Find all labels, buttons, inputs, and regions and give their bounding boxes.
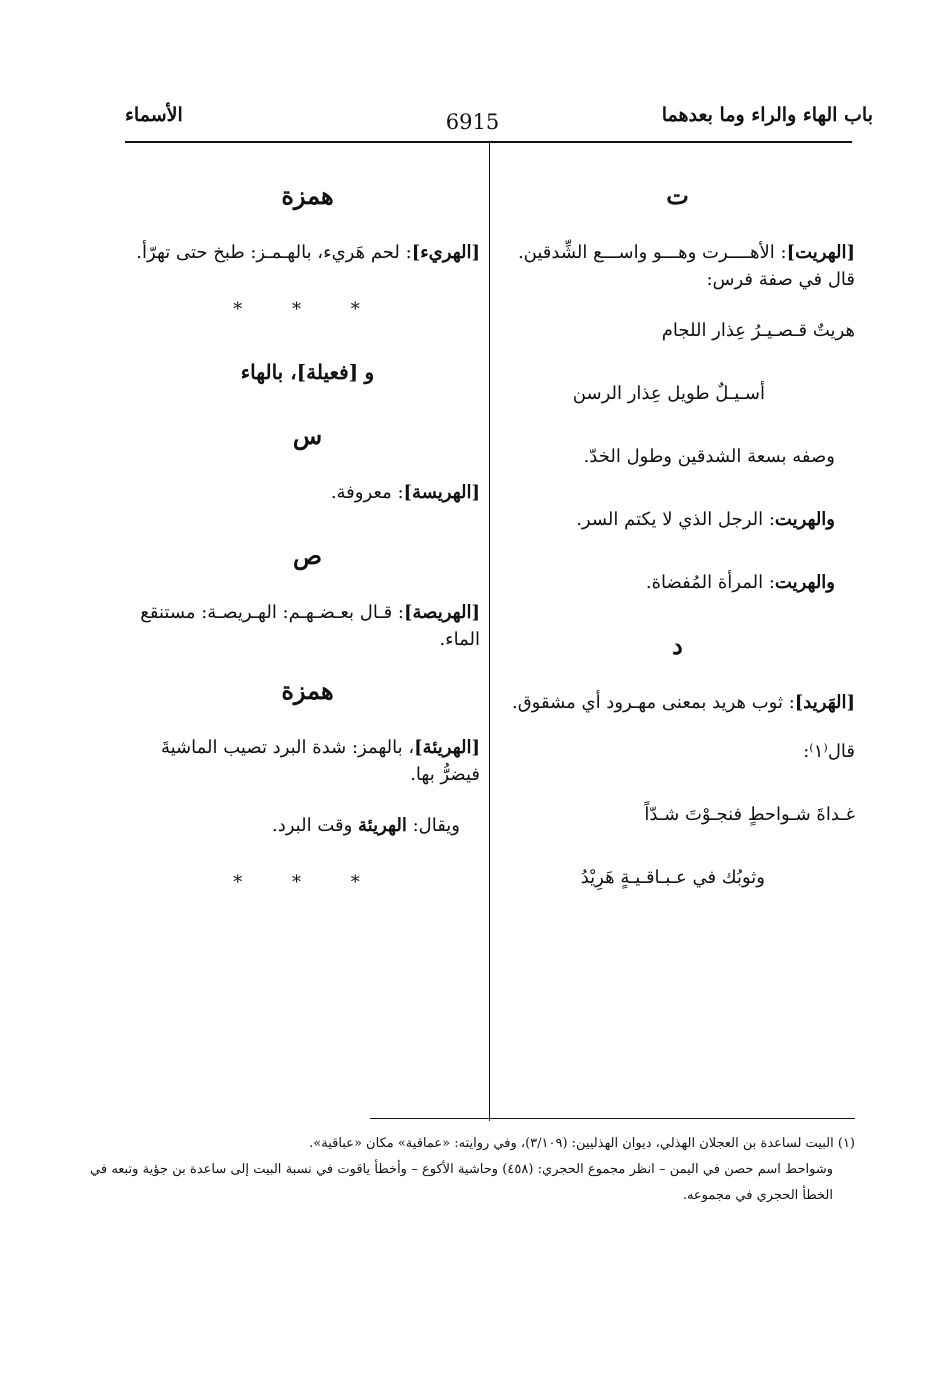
entry-harisa-2 [135, 599, 480, 653]
separator-stars: * * * [233, 872, 382, 893]
entry-term: الهريئة [358, 815, 407, 836]
section-heading-hamza-2: همزة [281, 676, 334, 705]
entry-text: وقت البرد. [272, 815, 359, 836]
pattern-prefix: و [364, 360, 375, 384]
entry-hariah [135, 734, 480, 788]
left-column [135, 180, 480, 896]
running-header-right: باب الهاء والراء وما بعدهما [661, 104, 873, 126]
verse-line: هريتٌ قـصـيـرُ عِذار اللجام [661, 320, 855, 341]
entry-term: [الهريسة] [403, 482, 480, 503]
entry-term: والهريت [774, 572, 835, 593]
entry-hurayt-3 [500, 569, 855, 596]
entry-text: : المرأة المُفضاة. [645, 572, 775, 593]
entry-hurayt [500, 239, 855, 293]
pattern-term: [فعيلة] [296, 360, 359, 384]
verse-line: أسـيـلٌ طويل عِذار الرسن [572, 383, 765, 404]
entry-harid [500, 689, 855, 716]
entry-term: [الهريصة] [403, 602, 480, 623]
section-letter-t: ت [666, 181, 689, 210]
entry-hariy [135, 239, 480, 266]
verse-line: غـداةَ شـواحطٍ فنجـوْتَ شـدّاً [644, 804, 855, 825]
column-divider [489, 143, 490, 1121]
footnote-line: (١) البيت لساعدة بن العجلان الهذلي، ديوان الهذليين: (٣/١٠٩)، وفي روايته: «عماقية» مكان «عباقية». [309, 1136, 855, 1151]
footnote-line: وشواحط اسم حصن في اليمن – انظر مجموع الحجري: (٤٥٨) وحاشية الأكوع – وأخطأ ياقوت في نسبة البيت إلى ساعدة بن جؤية وتبعه في الخطأ الحجري في مجموعه. [90, 1162, 833, 1203]
entry-text: ويقال: [406, 815, 460, 836]
section-letter-s: س [292, 421, 323, 450]
footnote [90, 1131, 855, 1209]
entry-hurayt-2 [500, 506, 855, 533]
entry-text: : معروفة. [330, 482, 404, 503]
entry-harisa [135, 479, 480, 506]
right-column [500, 180, 855, 891]
entry-term: [الهريت] [786, 242, 855, 263]
entry-term: والهريت [774, 509, 835, 530]
entry-text: : الرجل الذي لا يكتم السر. [576, 509, 775, 530]
section-letter-sad: ص [292, 541, 322, 570]
page-number: 6915 [445, 110, 500, 134]
entry-text: : لحم هَريء، بالهـمـز: طبخ حتى تهرّأ. [136, 242, 412, 263]
entry-text: : قـال بعـضـهـم: الهـريصـة: مستنقع الماء. [140, 602, 480, 650]
pattern-suffix: ، بالهاء [240, 360, 297, 384]
entry-term: [الهريئة] [414, 737, 480, 758]
verse-line: وثوبُك في عـبـاقـيـةٍ هَرِيْدُ [580, 867, 765, 888]
entry-text: : الأهــــرت وهـــو واســـع الشِّدقين. قال في صفة فرس: [517, 242, 855, 290]
section-heading-hamza: همزة [281, 181, 334, 210]
entry-text: قال⁽١⁾: [803, 741, 855, 762]
footnote-rule [370, 1118, 855, 1119]
entry-term: [الهَريد] [794, 692, 855, 713]
entry-text: ، بالهمز: شدة البرد تصيب الماشيةَ فيضرُّ بها. [160, 737, 480, 785]
pattern-heading [135, 359, 480, 386]
entry-yuqal [135, 812, 480, 839]
entry-text: : ثوب هريد بمعنى مهـرود أي مشقوق. [511, 692, 795, 713]
section-letter-d: د [672, 631, 683, 660]
separator-stars: * * * [233, 299, 382, 320]
entry-text: وصفه بسعة الشدقين وطول الخدّ. [583, 446, 835, 467]
entry-term: [الهريء] [411, 242, 480, 263]
running-header-left: الأسماء [125, 104, 183, 126]
